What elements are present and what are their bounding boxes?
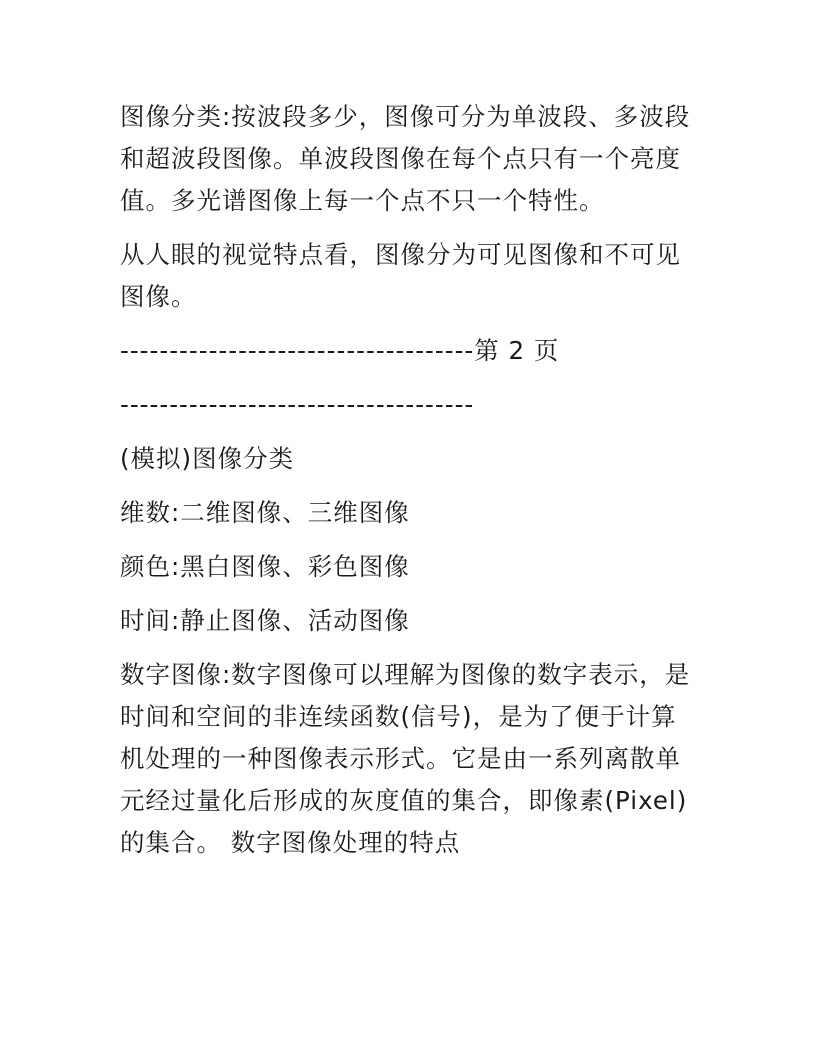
classification-color: 颜色:黑白图像、彩色图像 xyxy=(120,552,410,581)
paragraph-digital-image: 数字图像:数字图像可以理解为图像的数字表示，是时间和空间的非连续函数(信号)，是为了便于计算机处理的一种图像表示形式。它是由一系列离散单元经过量化后形成的灰度值的集合，即像素(Pixel)的集合。 数字图像处理的特点 xyxy=(120,660,691,857)
classification-time: 时间:静止图像、活动图像 xyxy=(120,606,410,635)
section-heading: (模拟)图像分类 xyxy=(120,444,295,473)
page-separator-bottom: ------------------------------------ xyxy=(120,390,475,419)
classification-dimension: 维数:二维图像、三维图像 xyxy=(120,498,410,527)
document-page xyxy=(120,96,700,864)
page-separator-top: ------------------------------------第 2 页 xyxy=(120,336,560,365)
paragraph-visual-classification: 从人眼的视觉特点看，图像分为可见图像和不可见图像。 xyxy=(120,240,681,311)
paragraph-band-classification: 图像分类:按波段多少，图像可分为单波段、多波段和超波段图像。单波段图像在每个点只有一个亮度值。多光谱图像上每一个点不只一个特性。 xyxy=(120,102,691,215)
